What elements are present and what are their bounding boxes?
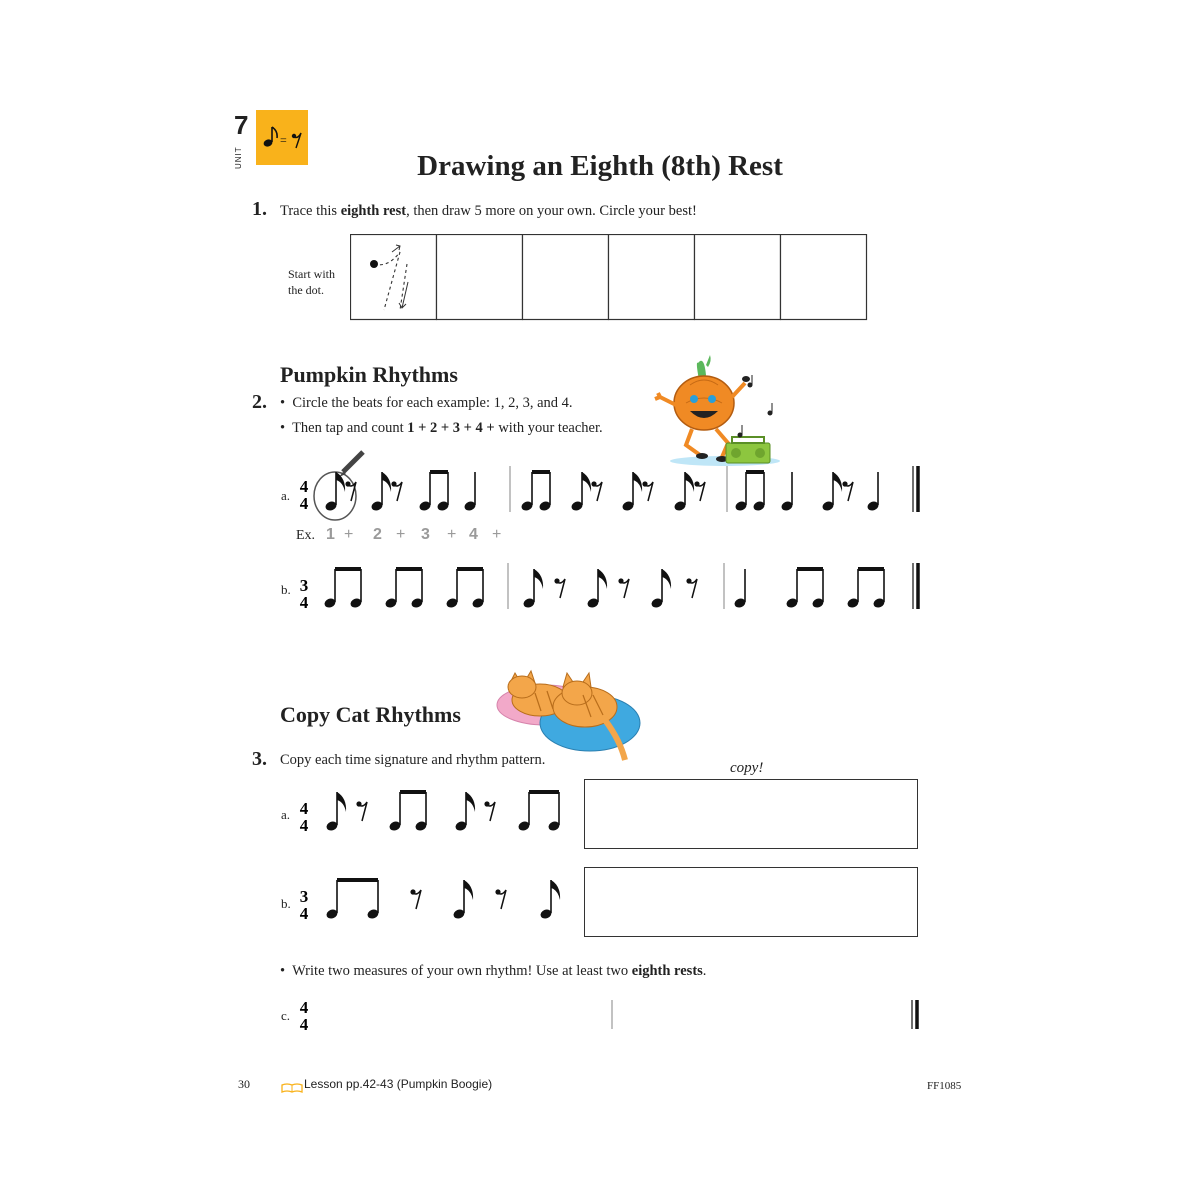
- svg-text:4: 4: [299, 799, 309, 818]
- svg-text:4: 4: [299, 1015, 309, 1034]
- start-dot: [370, 260, 378, 268]
- eighth-rest: [842, 481, 853, 501]
- svg-text:4: 4: [299, 816, 309, 835]
- eighth-rest: [618, 578, 629, 598]
- rhythm-row-2b: [295, 555, 925, 620]
- eighth-note: [539, 880, 560, 920]
- eighth-note: [454, 792, 475, 832]
- unit-label: UNIT: [234, 146, 243, 170]
- beamed-eighth-pair: [785, 567, 825, 609]
- eighth-rest: [391, 481, 402, 501]
- copy-answer-box-a[interactable]: [584, 779, 918, 849]
- svg-text:4: 4: [299, 477, 309, 496]
- beamed-eighth-pair: [445, 567, 485, 609]
- eighth-rest: [686, 578, 697, 598]
- time-signature-4-4: [300, 477, 309, 513]
- rhythm-row-3b: [295, 868, 575, 933]
- time-signature-4-4: [300, 998, 309, 1034]
- eighth-note: [621, 472, 642, 512]
- lesson-reference: Lesson pp.42-43 (Pumpkin Boogie): [304, 1077, 493, 1091]
- rhythm-row-3c[interactable]: [295, 985, 925, 1045]
- rhythm-row-3a: [295, 780, 575, 845]
- row-3c-letter: c.: [281, 1008, 291, 1023]
- question-1-instructions: Trace this eighth rest, then draw 5 more on your own. Circle your best!: [280, 203, 697, 219]
- page-number: 30: [238, 1077, 250, 1091]
- row-3b-letter: b.: [281, 896, 291, 911]
- beamed-eighth-pair: [323, 567, 363, 609]
- trace-grid: [350, 234, 868, 327]
- beamed-eighth-pair: [734, 470, 766, 512]
- eighth-note: [325, 792, 346, 832]
- beamed-eighth-pair: [846, 567, 886, 609]
- time-signature-3-4: [300, 576, 309, 612]
- eighth-note: [586, 569, 607, 609]
- pumpkin-rhythms-heading: Pumpkin Rhythms: [280, 362, 458, 387]
- beamed-eighth-pair: [520, 470, 552, 512]
- time-signature-3-4: [300, 887, 309, 923]
- draw-box-1: [437, 235, 523, 320]
- question-3-number: 3.: [252, 748, 267, 770]
- book-icon: [281, 1080, 303, 1098]
- row-3a-letter: a.: [281, 807, 291, 822]
- row-b-letter: b.: [281, 582, 291, 597]
- eighth-rest: [554, 578, 565, 598]
- eighth-note: [324, 472, 345, 512]
- beamed-eighth-pair: [388, 790, 428, 832]
- example-count: 1 + 2 + 3 + 4 +: [326, 526, 502, 543]
- trace-hint: Start with the dot.: [288, 267, 335, 297]
- eighth-rest: [410, 889, 421, 909]
- eighth-note: [673, 472, 694, 512]
- svg-text:3: 3: [299, 887, 309, 906]
- beamed-eighth-pair: [325, 878, 380, 920]
- rhythm-row-2a: [295, 448, 925, 533]
- eighth-note: [522, 569, 543, 609]
- own-rhythm-instructions: • Write two measures of your own rhythm! Use at least two eighth rests.: [280, 963, 707, 979]
- draw-box-5: [781, 235, 867, 320]
- beamed-eighth-pair: [418, 470, 450, 512]
- beamed-eighth-pair: [384, 567, 424, 609]
- example-label: Ex.: [296, 528, 316, 543]
- draw-box-4: [695, 235, 781, 320]
- eighth-rest: [591, 481, 602, 501]
- svg-text:=: =: [280, 133, 287, 147]
- eighth-note: [570, 472, 591, 512]
- book-code: FF1085: [927, 1080, 962, 1092]
- eighth-rest: [356, 801, 367, 821]
- copy-label: copy!: [730, 760, 764, 776]
- question-2-bullet-2: • Then tap and count 1 + 2 + 3 + 4 + with your teacher.: [280, 420, 603, 436]
- svg-text:3: 3: [299, 576, 309, 595]
- eighth-note: [452, 880, 473, 920]
- quarter-note: [463, 472, 477, 512]
- time-signature-4-4: [300, 799, 309, 835]
- question-2-number: 2.: [252, 391, 267, 413]
- eighth-rest: [345, 481, 356, 501]
- svg-text:4: 4: [299, 494, 309, 513]
- quarter-note: [780, 472, 794, 512]
- copy-answer-box-b[interactable]: [584, 867, 918, 937]
- page-title: Drawing an Eighth (8th) Rest: [417, 150, 783, 182]
- pencil-icon: [343, 452, 363, 472]
- quarter-note: [866, 472, 880, 512]
- eighth-rest: [495, 889, 506, 909]
- eighth-rest: [694, 481, 705, 501]
- svg-text:4: 4: [299, 904, 309, 923]
- copy-cat-heading: Copy Cat Rhythms: [280, 702, 461, 727]
- draw-box-3: [609, 235, 695, 320]
- eighth-note: [650, 569, 671, 609]
- eighth-rest: [484, 801, 495, 821]
- svg-text:4: 4: [299, 593, 309, 612]
- unit-number: 7: [234, 110, 249, 140]
- eighth-rest: [642, 481, 653, 501]
- question-3-instructions: Copy each time signature and rhythm pattern.: [280, 752, 546, 768]
- row-a-letter: a.: [281, 488, 291, 503]
- notes: [325, 790, 561, 832]
- example-circle: [314, 472, 356, 520]
- notes: [325, 878, 560, 920]
- notes: [323, 563, 918, 609]
- notes: [324, 466, 918, 512]
- quarter-note: [733, 569, 747, 609]
- eighth-note: [370, 472, 391, 512]
- beamed-eighth-pair: [517, 790, 561, 832]
- question-1-number: 1.: [252, 198, 267, 220]
- question-2-bullet-1: • Circle the beats for each example: 1, 2, 3, and 4.: [280, 395, 573, 411]
- eighth-note: [821, 472, 842, 512]
- draw-box-2: [523, 235, 609, 320]
- svg-text:4: 4: [299, 998, 309, 1017]
